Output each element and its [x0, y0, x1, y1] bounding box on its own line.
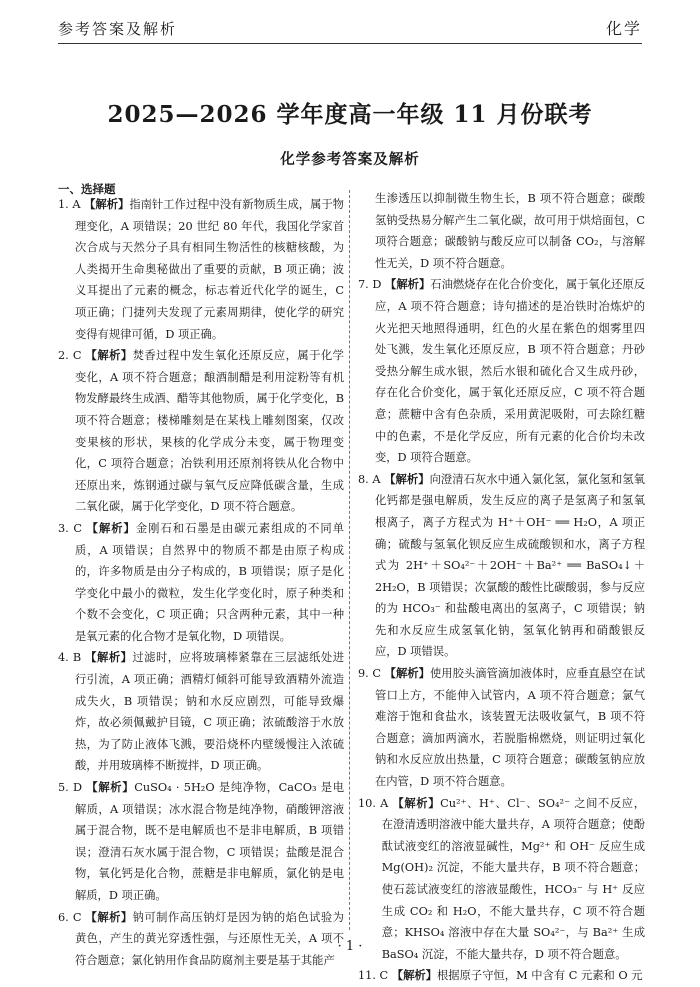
left-column [58, 194, 344, 971]
answer-number: 5. D [58, 781, 83, 795]
right-column [358, 188, 645, 987]
section-heading: 一、选择题 [58, 182, 116, 196]
answer-number: 8. A [358, 472, 381, 486]
answer-text: CuSO₄ · 5H₂O 是纯净物，CaCO₃ 是电解质，A 项错误；冰水混合物是纯净物，硝酸钾溶液属于混合物，既不是电解质也不是非电解质，B 项错误；澄清石灰水属于混合物，C 项错误；盐酸是混合物，氧化钙是化合物，蔗糖是非电解质，氯化钠是电解质，D 项正确。 [74, 781, 344, 902]
analysis-tag: 【解析】 [384, 666, 430, 681]
page-number: · 1 · [337, 939, 363, 954]
analysis-tag: 【解析】 [86, 780, 135, 795]
answer-number: 7. D [358, 278, 382, 292]
answer-number: 11. C [358, 969, 389, 983]
answer-item-6-continued: 生渗透压以抑制微生物生长，B 项不符合题意；碳酸氢钠受热易分解产生二氧化碳，故可用于烘焙面包，C 项符合题意；碳酸钠与酸反应可以制备 CO₂，与溶解性无关，D 项不符合题意。 [374, 192, 645, 270]
analysis-tag: 【解析】 [385, 277, 431, 292]
answer-text: 使用胶头滴管滴加液体时，应垂直悬空在试管口上方，不能伸入试管内，A 项不符合题意；氯气难溶于饱和食盐水，该装置无法吸收氯气，B 项不符合题意；滴加两滴水，若脱脂棉燃烧，则证明过氧化钠和水反应放出热量，C 项符合题意；碳酸氢钠应放在内管，D 项不符合题意。 [374, 667, 645, 789]
answer-number: 9. C [358, 667, 382, 681]
answer-text: 钠可制作高压钠灯是因为钠的焰色试验为黄色，产生的黄光穿透性强，与还原性无关，A 项不符合题意；氯化钠用作食品防腐剂主要是基于其能产 [74, 910, 344, 967]
analysis-tag: 【解析】 [84, 197, 130, 211]
answer-item-2 [58, 345, 344, 518]
answer-item-4 [58, 647, 344, 777]
header-left: 参考答案及解析 [58, 20, 178, 38]
answer-text: 根据原子守恒，M 中含有 C 元素和 O 元 [437, 969, 643, 983]
answer-text: Cu²⁺、H⁺、Cl⁻、SO₄²⁻ 之间不反应，在澄清透明溶液中能大量共存，A 项符合题意；使酚酞试液变红的溶液显碱性，Mg²⁺ 和 OH⁻ 反应生成 Mg(OH)₂ 沉淀，不能大量共存，B 项不符合题意；使石蕊试液变红的溶液显酸性，HCO₃⁻ 与 H⁺ 反应生成 CO₂ 和 H₂O，不能大量共存，C 项不符合题意；KHSO₄ 溶液中存在大量 SO₄²⁻，与 Ba²⁺ 生成 BaSO₄ 沉淀，不能大量共存，D 项不符合题意。 [381, 796, 645, 961]
analysis-tag: 【解析】 [85, 650, 133, 665]
answer-text: 石油燃烧存在化合价变化，属于氧化还原反应，A 项不符合题意；诗句描述的是冶铁时冶炼炉的火光把天地照得通明，红色的火星在紫色的烟雾里四处飞溅，发生氧化还原反应，B 项不符合题意；丹砂受热分解生成水银，然后水银和硫化合又生成丹砂，存在化合价变化，属于氧化还原反应，C 项不符合题意；蔗糖中含有色杂质，采用黄泥吸附，可去除红糖中的色素，不是化学反应，所有元素的化合价均未改变，D 项符合题意。 [374, 278, 645, 465]
answer-item-11 [358, 965, 645, 987]
answer-number: 3. C [58, 521, 83, 535]
answer-item-5 [58, 777, 344, 907]
analysis-tag: 【解析】 [85, 909, 133, 924]
answer-text: 焚香过程中发生氧化还原反应，属于化学变化，A 项不符合题意；酿酒制醋是利用淀粉等有机物发酵最终生成酒、醋等其他物质，属于化学变化，B 项不符合题意；楼梯雕刻是在某栈上雕刻图案，仅改变果核的形状，果核的化学成分未变，属于物理变化，C 项符合题意；冶铁利用还原剂将铁从化合物中还原出来，炼钢通过碳与氧气反应降低碳含量，生成二氧化碳，属于化学变化，D 项不符合题意。 [74, 349, 344, 514]
analysis-tag: 【解析】 [85, 348, 133, 363]
answer-item-1 [58, 194, 344, 345]
header-rule [58, 43, 642, 44]
answer-number: 4. B [58, 651, 82, 665]
answer-number: 1. A [58, 198, 81, 211]
page-title: 2025—2026 学年度高一年级 11 月份联考 [107, 101, 593, 128]
answer-item-3 [58, 518, 344, 648]
answer-text: 向澄清石灰水中通入氯化氢，氯化氢和氢氧化钙都是强电解质，发生反应的离子是氢离子和氢氧根离子，离子方程式为 H⁺＋OH⁻ ══ H₂O，A 项正确；硫酸与氢氧化钡反应生成硫酸钡和水，离子方程式为 2H⁺＋SO₄²⁻＋2OH⁻＋Ba²⁺ ══ BaSO₄↓＋2H₂O，B 项错误；次氯酸的酸性比碳酸弱，参与反应的为 HCO₃⁻ 和盐酸电离出的氢离子，C 项错误；钠先和水反应生成氢氧化钠，氢氧化钠再和硝酸银反应，D 项错误。 [374, 472, 645, 659]
answer-number: 10. A [358, 796, 389, 810]
answer-text: 指南针工作过程中没有新物质生成，属于物理变化，A 项错误；20 世纪 80 年代，我国化学家首次合成与天然分子具有相同生物活性的核糖核酸，为人类揭开生命奥秘做出了重要的贡献，B 项正确；波义耳提出了元素的概念，标志着近代化学的诞生，C 项正确；门捷列夫发现了元素周期律，使化学的研究变得有规律可循，D 项正确。 [74, 198, 344, 341]
header-subject: 化学 [605, 19, 642, 38]
analysis-tag: 【解析】 [391, 968, 437, 983]
answer-text: 金刚石和石墨是由碳元素组成的不同单质，A 项错误；自然界中的物质不都是由原子构成的，许多物质是由分子构成的，B 项错误；原子是化学变化中最小的微粒，发生化学变化时，原子种类和个数不会变化，C 项正确；只含两种元素，其中一种是氧元素的化合物才是氧化物，D 项错误。 [74, 521, 344, 643]
answer-text: 过滤时，应将玻璃棒紧靠在三层滤纸处进行引流，A 项正确；酒精灯倾斜可能导致酒精外流造成失火，B 项错误；钠和水反应剧烈，可能导致爆炸，故必须佩戴护目镜，C 项正确；浓硫酸溶于水放热，为了防止液体飞溅，要沿烧杯内壁缓慢注入浓硫酸，并用玻璃棒不断搅拌，D 项正确。 [74, 651, 344, 773]
analysis-tag: 【解析】 [86, 520, 136, 535]
column-divider [349, 190, 350, 930]
answer-item-9 [358, 663, 645, 793]
page-subtitle: 化学参考答案及解析 [280, 151, 420, 168]
answer-item-7 [358, 274, 645, 468]
answer-item-8 [358, 469, 645, 663]
analysis-tag: 【解析】 [384, 471, 430, 486]
analysis-tag: 【解析】 [392, 795, 441, 810]
answer-number: 6. C [58, 910, 82, 924]
answer-number: 2. C [58, 349, 82, 363]
